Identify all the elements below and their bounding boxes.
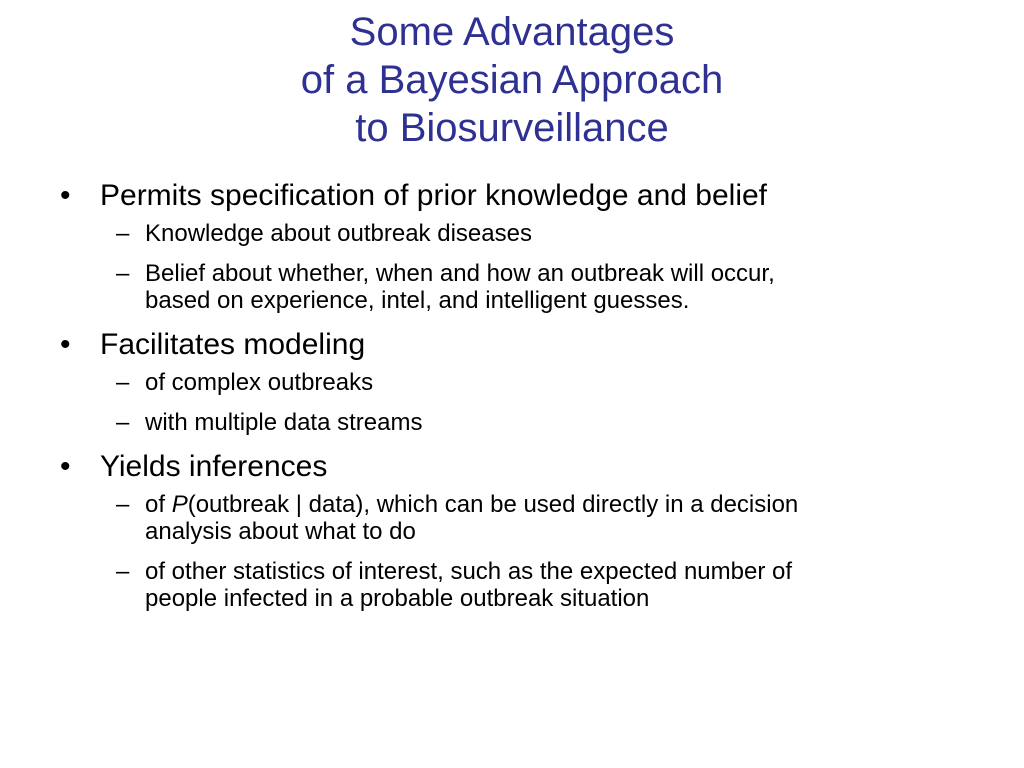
dash-icon: –	[116, 558, 130, 585]
sub-item-prefix: of	[145, 491, 172, 518]
title-line: Some Advantages	[349, 10, 675, 54]
bullet-icon: •	[60, 450, 71, 483]
sub-item-line	[145, 491, 958, 518]
sub-item	[58, 491, 958, 545]
bullet-text: Facilitates modeling	[100, 328, 366, 361]
sub-item-text	[145, 369, 958, 396]
sub-item-line: based on experience, intel, and intelligent guesses.	[145, 287, 690, 314]
title-line: of a Bayesian Approach	[300, 58, 724, 102]
slide-body	[58, 178, 958, 625]
sub-item-line: people infected in a probable outbreak situation	[145, 585, 650, 612]
bullet-item	[58, 178, 958, 214]
dash-icon: –	[116, 260, 130, 287]
sub-item-line: with multiple data streams	[145, 409, 423, 436]
sub-item-text	[145, 409, 958, 436]
bullet-item	[58, 327, 958, 363]
sub-list	[58, 491, 958, 612]
sub-item-text	[145, 220, 958, 247]
sub-item-line: Belief about whether, when and how an outbreak will occur,	[145, 260, 775, 287]
sub-item	[58, 369, 958, 396]
dash-icon: –	[116, 369, 130, 396]
sub-item	[58, 409, 958, 436]
sub-item-line: of other statistics of interest, such as the expected number of	[145, 558, 793, 585]
sub-item-text	[145, 558, 958, 612]
sub-item-text	[145, 260, 958, 314]
dash-icon: –	[116, 220, 130, 247]
probability-symbol: P	[171, 491, 188, 518]
slide-title	[0, 8, 1024, 152]
bullet-text: Permits specification of prior knowledge and belief	[100, 179, 768, 212]
bullet-icon: •	[60, 328, 71, 361]
bullet-text: Yields inferences	[100, 450, 328, 483]
sub-item-line: Knowledge about outbreak diseases	[145, 220, 532, 247]
sub-list	[58, 369, 958, 436]
sub-item-line: analysis about what to do	[145, 518, 416, 545]
bullet-item	[58, 449, 958, 485]
sub-item-line: of complex outbreaks	[145, 369, 374, 396]
sub-item	[58, 558, 958, 612]
dash-icon: –	[116, 409, 130, 436]
sub-item	[58, 220, 958, 247]
sub-item-text	[145, 491, 958, 545]
sub-list	[58, 220, 958, 314]
title-line: to Biosurveillance	[355, 106, 669, 150]
sub-item-line-text: (outbreak | data), which can be used directly in a decision	[187, 491, 799, 518]
dash-icon: –	[116, 491, 130, 518]
bullet-icon: •	[60, 179, 71, 212]
sub-item	[58, 260, 958, 314]
